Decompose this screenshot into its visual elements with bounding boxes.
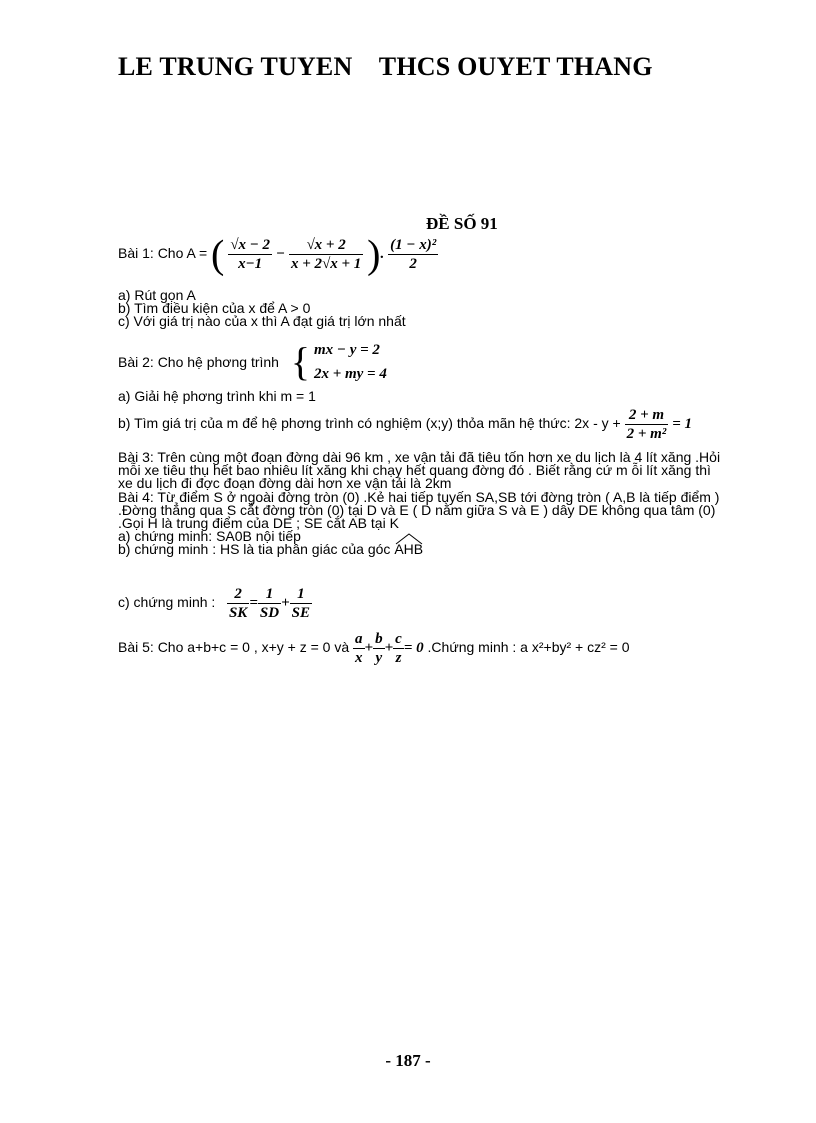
problem-1-label: Bài 1: Cho A = xyxy=(118,245,208,262)
fraction-b-over-y: $\frac{b}{y}$ xyxy=(375,631,383,666)
problem-5-conclusion: .Chứng minh : a x²+by² + cz² = 0 xyxy=(427,639,630,656)
problem-4-part-a: a) chứng minh: SA0B nội tiếp xyxy=(118,528,301,544)
problem-1-part-c: c) Với giá trị nào của x thì A đạt giá trị lớn nhất xyxy=(118,313,406,329)
problem-1-statement: Bài 1: Cho A = ( $\frac{√x - 2}{x-1}$ − $\frac{√x + 2}{x + 2√x + 1}$ ). $\frac{\text{(1 − x)²}}{2}$ xyxy=(118,231,437,277)
problem-1-parts xyxy=(118,289,816,328)
page-header xyxy=(118,52,653,82)
fraction-term-2: $\frac{√x + 2}{x + 2√x + 1}$ xyxy=(290,237,362,272)
fraction-2-over-sk: $\frac{2}{SK}$ xyxy=(228,586,248,621)
fraction-term-3: $\frac{\text{(1 − x)²}}{2}$ xyxy=(390,237,437,272)
fraction-a-over-x: $\frac{a}{x}$ xyxy=(355,631,363,666)
problem-4-part-b: b) chứng minh : HS là tia phân giác của góc AHB xyxy=(118,543,816,556)
left-paren: ( xyxy=(211,231,225,277)
problem-1-part-a: a) Rút gọn A xyxy=(118,287,196,303)
minus-sign: − xyxy=(275,246,286,263)
problem-1-part-b: b) Tìm điều kiện của x để A > 0 xyxy=(118,300,311,316)
problem-2-statement xyxy=(118,338,387,386)
problem-5: Bài 5: Cho a+b+c = 0 , x+y + z = 0 và $\frac{a}{x}$ + $\frac{b}{y}$ + $\frac{c}{z}$ = 0 .Chứng minh : a x²+by² + cz² = 0 xyxy=(118,631,630,666)
equation-system xyxy=(314,338,387,386)
page-number: - 187 - xyxy=(385,1051,431,1070)
exam-title: ĐỀ SỐ 91 xyxy=(426,214,498,233)
problem-3: Bài 3: Trên cùng một đoạn đờng dài 96 km , xe vận tải đã tiêu tốn hơn xe du lịch là 4 lít xăng .Hỏi mỗi xe tiêu thụ hết bao nhiêu lít xăng khi chạy hết quang đờng đó . Biết rằng cứ m ỗi lít xăng thì xe du lịch đi đợc đoạn đờng dài hơn xe vận tải là 2km xyxy=(118,449,721,491)
author-name: LE TRUNG TUYEN xyxy=(118,52,353,81)
fraction-term-1: $\frac{√x - 2}{x-1}$ xyxy=(230,237,271,272)
problem-4: Bài 4: Từ điểm S ở ngoài đờng tròn (0) .Kẻ hai tiếp tuyến SA,SB tới đờng tròn ( A,B là tiếp điểm ) .Đờng thẳng qua S cắt đờng tròn (0) tại D và E ( D nằm giữa S và E ) dây DE không qua tâm (0) .Gọi H là trung điểm của DE ; SE cắt AB tại K a) chứng minh: SA0B nội tiếp b) chứng minh : HS là tia phân giác của góc AHB xyxy=(118,491,816,556)
school-name: THCS OUYET THANG xyxy=(378,52,653,81)
problem-2-label: Bài 2: Cho hệ phơng trình xyxy=(118,354,279,370)
problem-2-fraction: $\frac{2 + m}{\text{2 + m²}}$ xyxy=(626,407,667,442)
fraction-1-over-se: $\frac{1}{SE}$ xyxy=(291,586,310,621)
angle-ahb: AHB xyxy=(394,543,423,556)
equation-2: 2x + my = 4 xyxy=(313,366,387,382)
system-brace: { xyxy=(290,339,311,384)
right-paren: ) xyxy=(367,231,381,277)
problem-2-part-b: b) Tìm giá trị của m để hệ phơng trình có nghiệm (x;y) thỏa mãn hệ thức: 2x - y + $\frac{2 + m}{\text{2 + m²}}$ = 1 xyxy=(118,407,692,442)
equation-1: mx − y = 2 xyxy=(313,342,380,358)
problem-2-part-a: a) Giải hệ phơng trình khi m = 1 xyxy=(118,388,316,404)
fraction-c-over-z: $\frac{c}{z}$ xyxy=(395,631,402,666)
problem-4-part-c: c) chứng minh : $\frac{2}{SK}$ = $\frac{1}{SD}$ + $\frac{1}{SE}$ xyxy=(118,586,310,621)
angle-arc-icon xyxy=(394,533,424,545)
fraction-1-over-sd: $\frac{1}{SD}$ xyxy=(259,586,280,621)
